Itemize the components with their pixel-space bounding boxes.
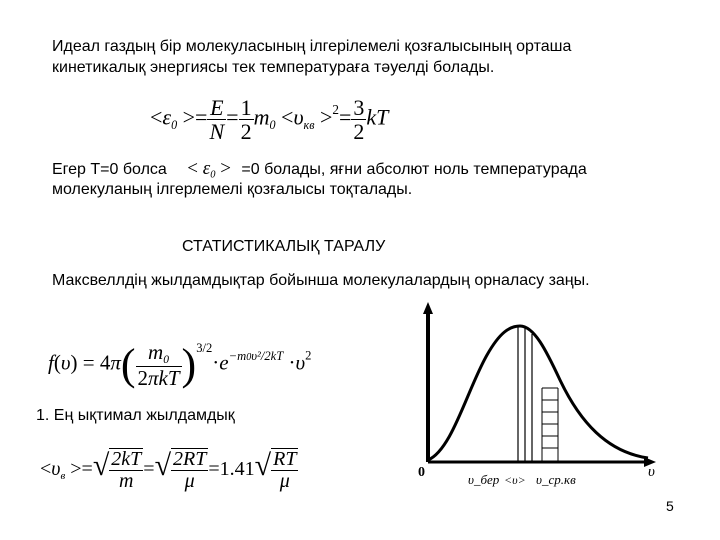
most-probable-speed-formula: $<\upsilon_в$ >=√ $\frac{2kT}{m}$ =√ $\frac{2RT}{\mu}$ =1.41√ $\frac{RT}{\mu}$ (40, 448, 297, 493)
energy-formula: $<\varepsilon_0$ >= $\frac{E}{N}$ = $\frac{1}{2}$ $m_0 <\upsilon_{кв} >^2=$ $\frac{3}{2}$ kT (150, 94, 389, 144)
paragraph-2-line-2: молекуланың ілгерлемелі қозғалысы тоқталады. (52, 181, 413, 198)
y-axis-arrow (423, 302, 433, 314)
page-number: 5 (666, 498, 674, 514)
paragraph-1-line-2: кинетикалық энергиясы тек температураға тәуелді болады. (52, 59, 495, 76)
paragraph-1-line-1: Идеал газдың бір молекуласының ілгерілемелі қозғалысының орташа (52, 38, 572, 55)
maxwell-law-line: Максвеллдің жылдамдықтар бойынша молекулалардың орналасу заңы. (52, 272, 590, 289)
maxwell-distribution-graph (412, 300, 672, 500)
distribution-curve (428, 326, 648, 460)
v-rms-label: υ_ср.кв (536, 472, 576, 487)
x-axis-label: υ (648, 464, 655, 480)
paragraph-2-suffix: =0 болады, яғни абсолют ноль температурада (241, 161, 587, 178)
v-mean-label: <υ> (504, 473, 526, 487)
most-probable-speed-label: 1. Ең ықтимал жылдамдық (36, 407, 235, 424)
v-most-probable-label: υ_бер (468, 472, 500, 487)
paragraph-2-prefix: Егер Т=0 болса (52, 161, 167, 178)
inline-avg-energy: < $\varepsilon_0$ > (187, 158, 231, 181)
maxwell-formula: f(υ) = 4π( $\frac{m_0}{\text{2πkT}}$ )$^{3/2}\cdot e^{-m0\upsilon^2/2kT} \cdot\upsilon^2$ (48, 339, 312, 390)
hatched-area (542, 388, 558, 462)
origin-label: 0 (418, 465, 425, 480)
section-heading: СТАТИСТИКАЛЫҚ ТАРАЛУ (182, 238, 386, 255)
